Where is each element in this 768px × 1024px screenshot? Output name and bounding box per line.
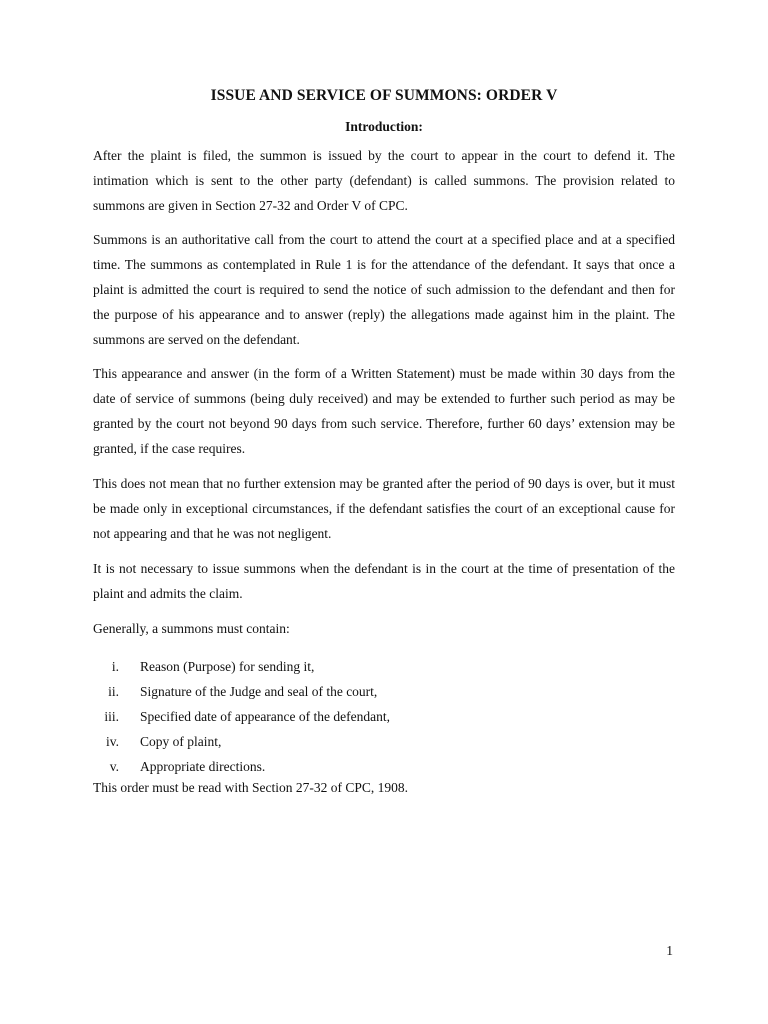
list-item [93, 704, 675, 729]
paragraph-summons-contents-intro: Generally, a summons must contain: [93, 621, 290, 636]
list-item-marker: ii. [108, 684, 119, 699]
paragraph-plaint-filed: After the plaint is filed, the summon is issued by the court to appear in the court to defend it. The intimation which is sent to the other party (defendant) is called summons. The provision related to summons are given in Section 27-32 and Order V of CPC. [93, 148, 675, 213]
paragraph-no-summons-needed: It is not necessary to issue summons when the defendant is in the court at the time of presentation of the plaint and admits the claim. [93, 561, 675, 601]
list-item-text: Reason (Purpose) for sending it, [140, 659, 315, 674]
closing-note: This order must be read with Section 27-32 of CPC, 1908. [93, 780, 408, 795]
list-item [93, 729, 675, 754]
summons-contents-list [93, 654, 675, 779]
section-heading-introduction: Introduction: [345, 119, 423, 134]
paragraph-summons-definition: Summons is an authoritative call from the court to attend the court at a specified place and at a specified time. The summons as contemplated in Rule 1 is for the attendance of the defendant. It says that once a plaint is admitted the court is required to send the notice of such admission to the defendant and then for the purpose of his appearance and to answer (reply) the allegations made against him in the plaint. The summons are served on the defendant. [93, 232, 675, 347]
paragraph-extension-exception: This does not mean that no further extension may be granted after the period of 90 days is over, but it must be made only in exceptional circumstances, if the defendant satisfies the court of an exceptional cause for not appearing and that he was not negligent. [93, 476, 675, 541]
list-item-marker: i. [111, 659, 119, 674]
paragraph-appearance-deadline: This appearance and answer (in the form of a Written Statement) must be made within 30 days from the date of service of summons (being duly received) and may be extended to further such period as may be granted by the court not beyond 90 days from such service. Therefore, further 60 days’ extension may be granted, if the case requires. [93, 366, 675, 456]
list-item [93, 679, 675, 704]
list-item [93, 654, 675, 679]
page-content [93, 86, 675, 797]
list-item-marker: iii. [104, 709, 119, 724]
list-item-text: Specified date of appearance of the defendant, [140, 709, 390, 724]
list-item-marker: v. [109, 759, 119, 774]
page-number: 1 [666, 943, 673, 958]
document-title: ISSUE AND SERVICE OF SUMMONS: ORDER V [210, 87, 558, 104]
list-item-text: Appropriate directions. [140, 759, 266, 774]
list-item-text: Signature of the Judge and seal of the court, [140, 684, 378, 699]
list-item-marker: iv. [106, 734, 119, 749]
list-item-text: Copy of plaint, [140, 734, 222, 749]
list-item [93, 754, 675, 779]
